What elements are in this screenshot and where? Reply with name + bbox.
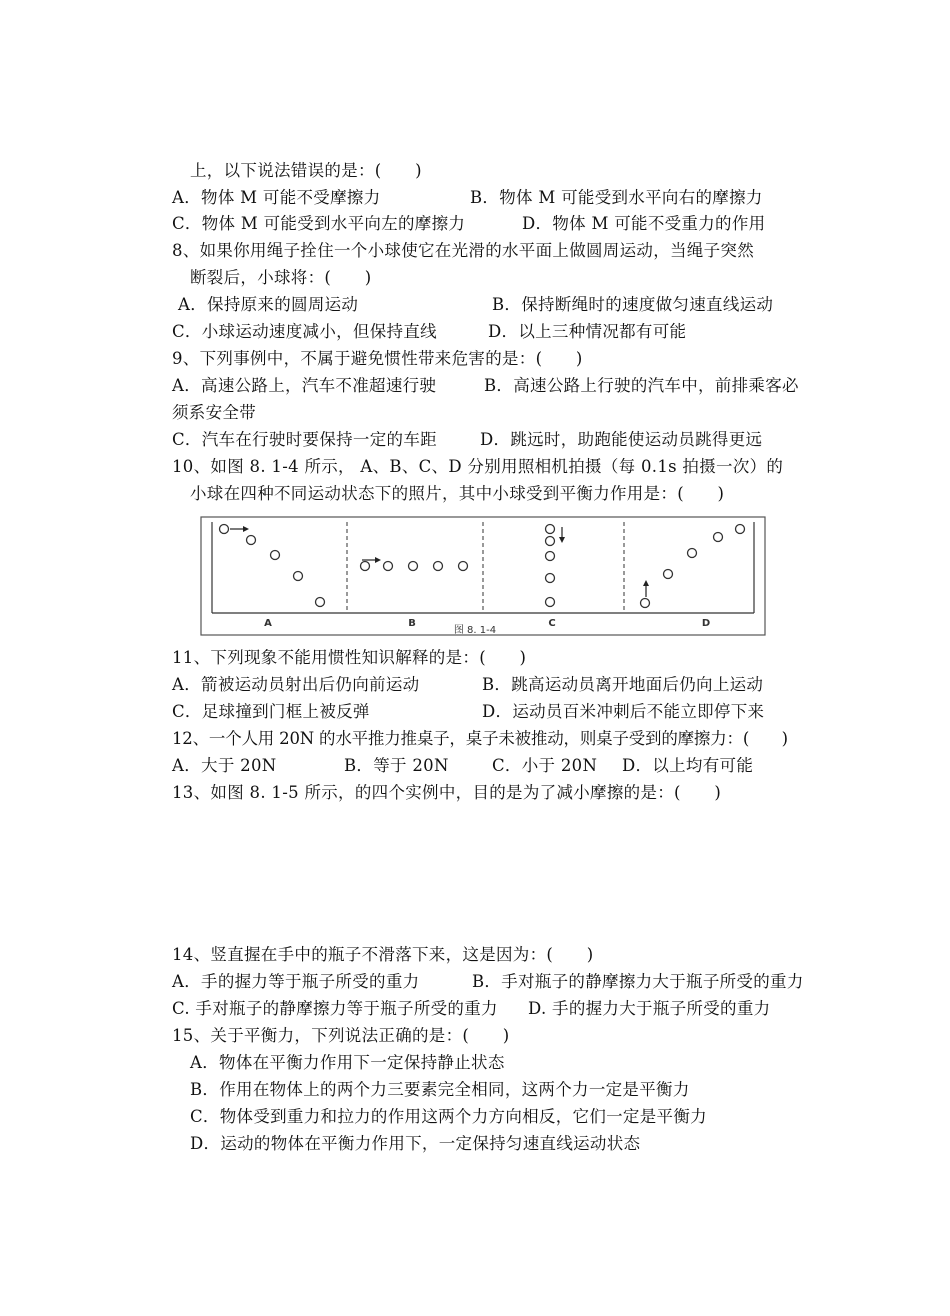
q8-option-b: B．保持断绳时的速度做匀速直线运动 — [492, 295, 774, 314]
panel-label-b: B — [408, 618, 416, 629]
q7-option-d: D．物体 M 可能不受重力的作用 — [522, 214, 766, 233]
panel-a-arrow-icon — [230, 526, 249, 532]
q9-option-c: C．汽车在行驶时要保持一定的车距 — [172, 430, 437, 449]
q7-option-c: C．物体 M 可能受到水平向左的摩擦力 — [172, 214, 466, 233]
q9-option-a: A．高速公路上，汽车不准超速行驶 — [172, 376, 437, 395]
panel-d-arrow-icon — [643, 580, 649, 597]
q12-option-c: C．小于 20N — [492, 756, 598, 775]
q11-option-d: D．运动员百米冲刺后不能立即停下来 — [482, 702, 765, 721]
q14-option-a: A．手的握力等于瓶子所受的重力 — [172, 972, 420, 991]
q14-option-d: D. 手的握力大于瓶子所受的重力 — [528, 999, 771, 1018]
q8-stem-line1: 8、如果你用绳子拴住一个小球使它在光滑的水平面上做圆周运动，当绳子突然 — [172, 241, 754, 260]
q8-option-c: C．小球运动速度减小，但保持直线 — [172, 322, 437, 341]
q8-option-d: D．以上三种情况都有可能 — [488, 322, 687, 341]
panel-b-balls — [361, 562, 468, 571]
q7-option-a: A．物体 M 可能不受摩擦力 — [172, 188, 381, 207]
q15-option-a: A．物体在平衡力作用下一定保持静止状态 — [190, 1053, 505, 1072]
q10-stem-line2: 小球在四种不同运动状态下的照片，其中小球受到平衡力作用是：( ) — [190, 484, 725, 503]
q14-option-b: B．手对瓶子的静摩擦力大于瓶子所受的重力 — [472, 972, 804, 991]
q11-option-b: B．跳高运动员离开地面后仍向上运动 — [482, 675, 764, 694]
panel-c-arrow-icon — [559, 527, 565, 543]
q15-option-b: B．作用在物体上的两个力三要素完全相同，这两个力一定是平衡力 — [190, 1080, 690, 1099]
q15-option-d: D．运动的物体在平衡力作用下，一定保持匀速直线运动状态 — [190, 1134, 641, 1153]
q12-option-d: D．以上均有可能 — [622, 756, 754, 775]
panel-label-c: C — [548, 618, 556, 629]
q10-stem-line1: 10、如图 8. 1-4 所示， A、B、C、D 分别用照相机拍摄（每 0.1s 拍摄一次）的 — [172, 457, 784, 476]
panel-label-d: D — [701, 618, 711, 629]
q7-stem-tail: 上，以下说法错误的是：( ) — [190, 161, 422, 180]
q9-option-b: B．高速公路上行驶的汽车中，前排乘客必 — [484, 376, 799, 395]
panel-a-balls — [220, 525, 325, 607]
q15-stem: 15、关于平衡力，下列说法正确的是：( ) — [172, 1026, 510, 1045]
q9-stem: 9、下列事例中，不属于避免惯性带来危害的是：( ) — [172, 349, 583, 368]
q15-option-c: C．物体受到重力和拉力的作用这两个力方向相反，它们一定是平衡力 — [190, 1107, 707, 1126]
q12-option-a: A．大于 20N — [172, 756, 277, 775]
figure-8-1-4 — [200, 516, 766, 636]
q13-stem: 13、如图 8. 1-5 所示，的四个实例中，目的是为了减小摩擦的是：( ) — [172, 783, 722, 802]
q11-stem: 11、下列现象不能用惯性知识解释的是：( ) — [172, 648, 527, 667]
q8-option-a: A．保持原来的圆周运动 — [178, 295, 359, 314]
q7-option-b: B．物体 M 可能受到水平向右的摩擦力 — [470, 188, 763, 207]
q12-stem: 12、一个人用 20N 的水平推力推桌子，桌子未被推动，则桌子受到的摩擦力：( ) — [172, 729, 788, 748]
figure-caption: 图 8. 1-4 — [453, 625, 497, 636]
q8-stem-line2: 断裂后，小球将：( ) — [190, 268, 372, 287]
panel-label-a: A — [264, 618, 272, 629]
q12-option-b: B．等于 20N — [344, 756, 449, 775]
q9-option-b-wrap: 须系安全带 — [172, 403, 256, 422]
q14-stem: 14、竖直握在手中的瓶子不滑落下来，这是因为：( ) — [172, 945, 594, 964]
panel-c-balls — [546, 525, 555, 607]
q11-option-c: C．足球撞到门框上被反弹 — [172, 702, 370, 721]
panel-d-balls — [641, 525, 745, 608]
q11-option-a: A．箭被运动员射出后仍向前运动 — [172, 675, 420, 694]
q14-option-c: C. 手对瓶子的静摩擦力等于瓶子所受的重力 — [172, 999, 498, 1018]
q9-option-d: D．跳远时，助跑能使运动员跳得更远 — [480, 430, 763, 449]
